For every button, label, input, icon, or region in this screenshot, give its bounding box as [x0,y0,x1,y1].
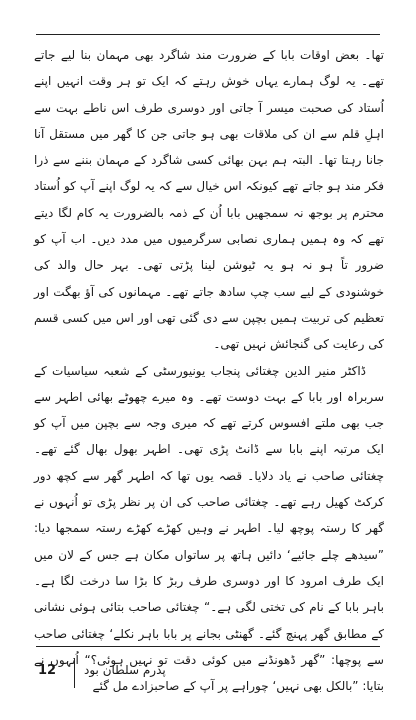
paragraph: تھا۔ بعض اوقات بابا کے ضرورت مند شاگرد بھی مہمان بنا لیے جاتے تھے۔ یہ لوگ ہمارے یہاں خوش رہتے کہ ایک تو ہر وقت انہیں اپنے اُستاد کی صحبت میسر آ جاتی اور دوسری طرف اس ناطے بہت سے اہلِ قلم سے ان کی ملاقات بھی ہو جاتی جن کا گھر میں مستقل آنا جانا رہتا تھا۔ البتہ ہم بہن بھائی کسی شاگرد کے مہمان بننے سے ذرا فکر مند ہو جاتے تھے کیونکہ اس خیال سے کہ یہ لوگ اپنے آپ کو اُستاد محترم پر بوجھ نہ سمجھیں بابا اُن کے ذمہ بالضرورت یہ کام لگا دیتے تھے کہ وہ ہمیں ہماری نصابی سرگرمیوں میں مدد دیں۔ اب آپ کو ضرور تاً ہو نہ ہو یہ ٹیوشن لینا پڑتی تھی۔ بہر حال والد کی خوشنودی کے لیے سب چپ سادھ جاتے تھے۔ مہمانوں کی آؤ بھگت اور تعظیم کی تربیت ہمیں بچپن سے دی گئی تھی اور اس میں کسی قسم کی رعایت کی گنجائش نہیں تھی۔ [34,48,384,352]
bottom-rule [36,646,380,647]
running-title: پدرم سلطان بود [84,663,166,677]
page-body [34,42,384,699]
paragraph: ڈاکٹر منیر الدین چغتائی پنجاب یونیورسٹی کے شعبہ سیاسیات کے سربراہ اور بابا کے بہت دوست تھے۔ وہ میرے چھوٹے بھائی اطہر سے جب بھی ملتے افسوس کرتے تھے کہ میری وجہ سے بچپن میں آپ کو ایک مرتبہ اپنے بابا سے ڈانٹ پڑی تھی۔ اطہر بھول بھال گئے تھے۔ چغتائی صاحب نے یاد دلایا۔ قصہ یوں تھا کہ اطہر گھر سے کچھ دور کرکٹ کھیل رہے تھے۔ چغتائی صاحب کی ان پر نظر پڑی تو اُنہوں نے گھر کا رستہ پوچھ لیا۔ اطہر نے وہیں کھڑے کھڑے رستہ سمجھا دیا: ”سیدھے چلے جائیے‘ دائیں ہاتھ پر ساتواں مکان ہے جس کے لان میں ایک طرف امرود کا اور دوسری طرف ربڑ کا بڑا سا درخت لگا ہے۔ باہر بابا کے نام کی تختی لگی ہے۔“ چغتائی صاحب بتائی ہوئی نشانی کے مطابق گھر پہنچ گئے۔ گھنٹی بجانے پر بابا باہر نکلے‘ چغتائی صاحب سے پوچھا: ”گھر ڈھونڈنے میں کوئی دقت تو نہیں ہوئی؟“ اُنہوں نے بتایا: ”بالکل بھی نہیں‘ چوراہے پر آپ کے صاحبزادے مل گئے [34,363,384,694]
page-footer [0,654,416,694]
top-rule [36,34,380,35]
footer-divider [74,658,75,688]
page-number: 12 [38,663,57,678]
